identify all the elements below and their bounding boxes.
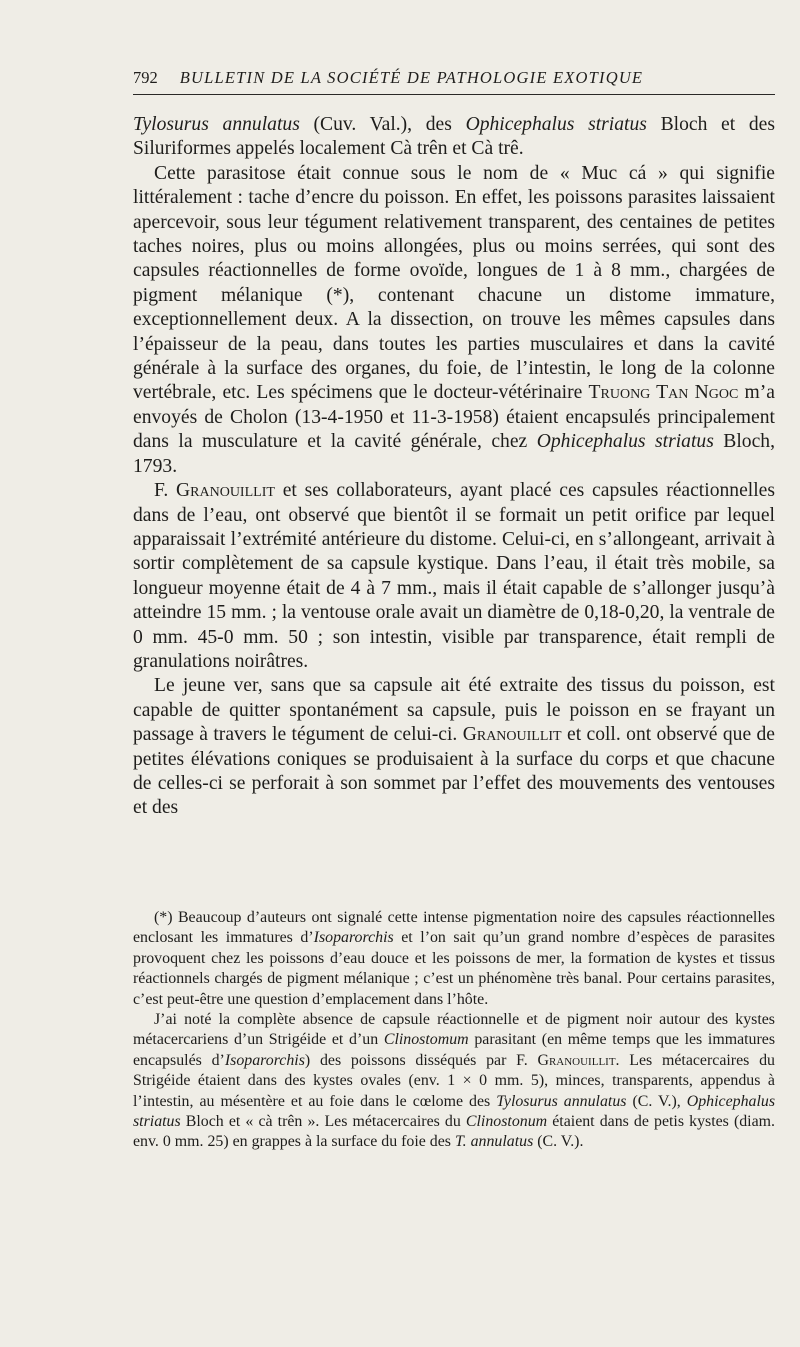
species-name: Isoparorchis (224, 1051, 305, 1069)
species-name: Ophicephalus striatus (133, 1092, 776, 1131)
text-run: parasitant (en même temps que les immatures encapsulés d’ (133, 1031, 776, 1069)
text-run: (*) Beaucoup d’auteurs ont signalé cette intense pigmentation noire des capsules réactionnelles enclosant les immatures d’ (133, 909, 775, 947)
paragraph-3 (133, 479, 775, 674)
species-name: Clinostonum (465, 1113, 548, 1131)
species-name: Tylosurus annulatus (133, 114, 300, 135)
journal-title: BULLETIN DE LA SOCIÉTÉ DE PATHOLOGIE EXOTIQUE (179, 68, 644, 87)
paragraph-4 (133, 674, 775, 820)
text-run: Bloch et des Siluriformes appelés localement Cà trên et Cà trê. (133, 114, 775, 160)
species-name: Ophicephalus striatus (465, 114, 647, 135)
author-name: Granouillit (462, 724, 562, 746)
text-run: ) des poissons disséqués par F. (304, 1051, 538, 1069)
text-run: m’a envoyés de Cholon (13-4-1950 et 11-3-1958) étaient encapsulés principalement dans la musculature et la cavité générale, chez (133, 382, 775, 453)
page-number: 792 (133, 68, 158, 87)
text-run: (C. V.). (533, 1133, 584, 1151)
text-run: et coll. ont observé que de petites élévations coniques se produisaient à la surface du corps et que chacune de celles-ci se perforait à son sommet par l’effet des mouvements des ventouses et des (133, 724, 775, 819)
text-run: (Cuv. Val.), des (299, 114, 466, 135)
text-run: étaient dans de petis kystes (diam. env. 0 mm. 25) en grappes à la surface du foie des (133, 1113, 775, 1151)
author-name: Truong Tan Ngoc (588, 382, 739, 404)
species-name: Clinostomum (383, 1031, 469, 1049)
species-name: T. annulatus (454, 1133, 534, 1151)
text-run: (C. V.), (626, 1092, 687, 1110)
author-name: Granouillit (176, 480, 275, 502)
text-run: F. (154, 480, 176, 502)
text-run: Cette parasitose était connue sous le nom de « Muc cá » qui signifie littéralement : tache d’encre du poisson. En effet, les poissons parasites laissaient apercevoir, sous leur tégument relativement transparent, des centaines de petites taches noires, plus ou moins allongées, plus ou moins serrées, qui sont des capsules réactionnelles de forme ovoïde, longues de 1 à 8 mm., chargées de pigment mélanique (*), contenant chacune un distome immature, exceptionnellement deux. A la dissection, on trouve les mêmes capsules dans l’épaisseur de la peau, dans toutes les parties musculaires et dans la cavité générale à la surface des organes, du foie, de l’intestin, le long de la colonne vertébrale, etc. Les spécimens que le docteur-vétérinaire (133, 162, 775, 404)
main-text (133, 113, 775, 821)
text-run: J’ai noté la complète absence de capsule réactionnelle et de pigment noir autour des kystes métacercariens d’un Strigéide et d’un (133, 1011, 775, 1049)
footnote-1 (133, 908, 775, 1010)
author-name: Granouillit (537, 1051, 616, 1069)
species-name: Isoparorchis (313, 929, 394, 947)
text-run: et ses collaborateurs, ayant placé ces capsules réactionnelles dans de l’eau, ont observé que bientôt il se formait un petit orifice par lequel apparaissait l’extrémité antérieure du distome. Celui-ci, en s’allongeant, arrivait à sortir complètement de sa capsule kystique. Dans l’eau, il était très mobile, sa longueur moyenne était de 4 à 7 mm., mais il était capable de s’allonger jusqu’à atteindre 15 mm. ; la ventouse orale avait un diamètre de 0,18-0,20, la ventrale de 0 mm. 45-0 mm. 50 ; son intestin, visible par transparence, était rempli de granulations noirâtres. (133, 480, 775, 672)
footnote-2 (133, 1010, 775, 1153)
text-run: Le jeune ver, sans que sa capsule ait été extraite des tissus du poisson, est capable de quitter spontanément sa capsule, puis le poisson en se frayant un passage à travers le tégument de celui-ci. (133, 675, 775, 746)
paragraph-2 (133, 162, 775, 479)
species-name: Ophicephalus striatus (536, 431, 714, 453)
paragraph-1 (133, 113, 775, 162)
text-run: et l’on sait qu’un grand nombre d’espèces de parasites provoquent chez les poissons d’eau douce et les poissons de mer, la formation de kystes et tissus réactionnels chargés de pigment mélanique ; c’est un phénomène très banal. Pour certains parasites, c’est peut-être une question d’emplacement dans l’hôte. (133, 929, 775, 1008)
species-name: Tylosurus annulatus (496, 1092, 627, 1110)
text-run: Bloch et « cà trên ». Les métacercaires du (180, 1113, 466, 1131)
footnotes (133, 908, 775, 1153)
running-header (133, 68, 775, 95)
text-run: Bloch, 1793. (133, 431, 775, 477)
text-run: . Les métacercaires du Strigéide étaient dans des kystes ovales (env. 1 × 0 mm. 5), minces, transparents, appendus à l’intestin, au mésentère et au foie dans le cœlome des (133, 1051, 775, 1110)
